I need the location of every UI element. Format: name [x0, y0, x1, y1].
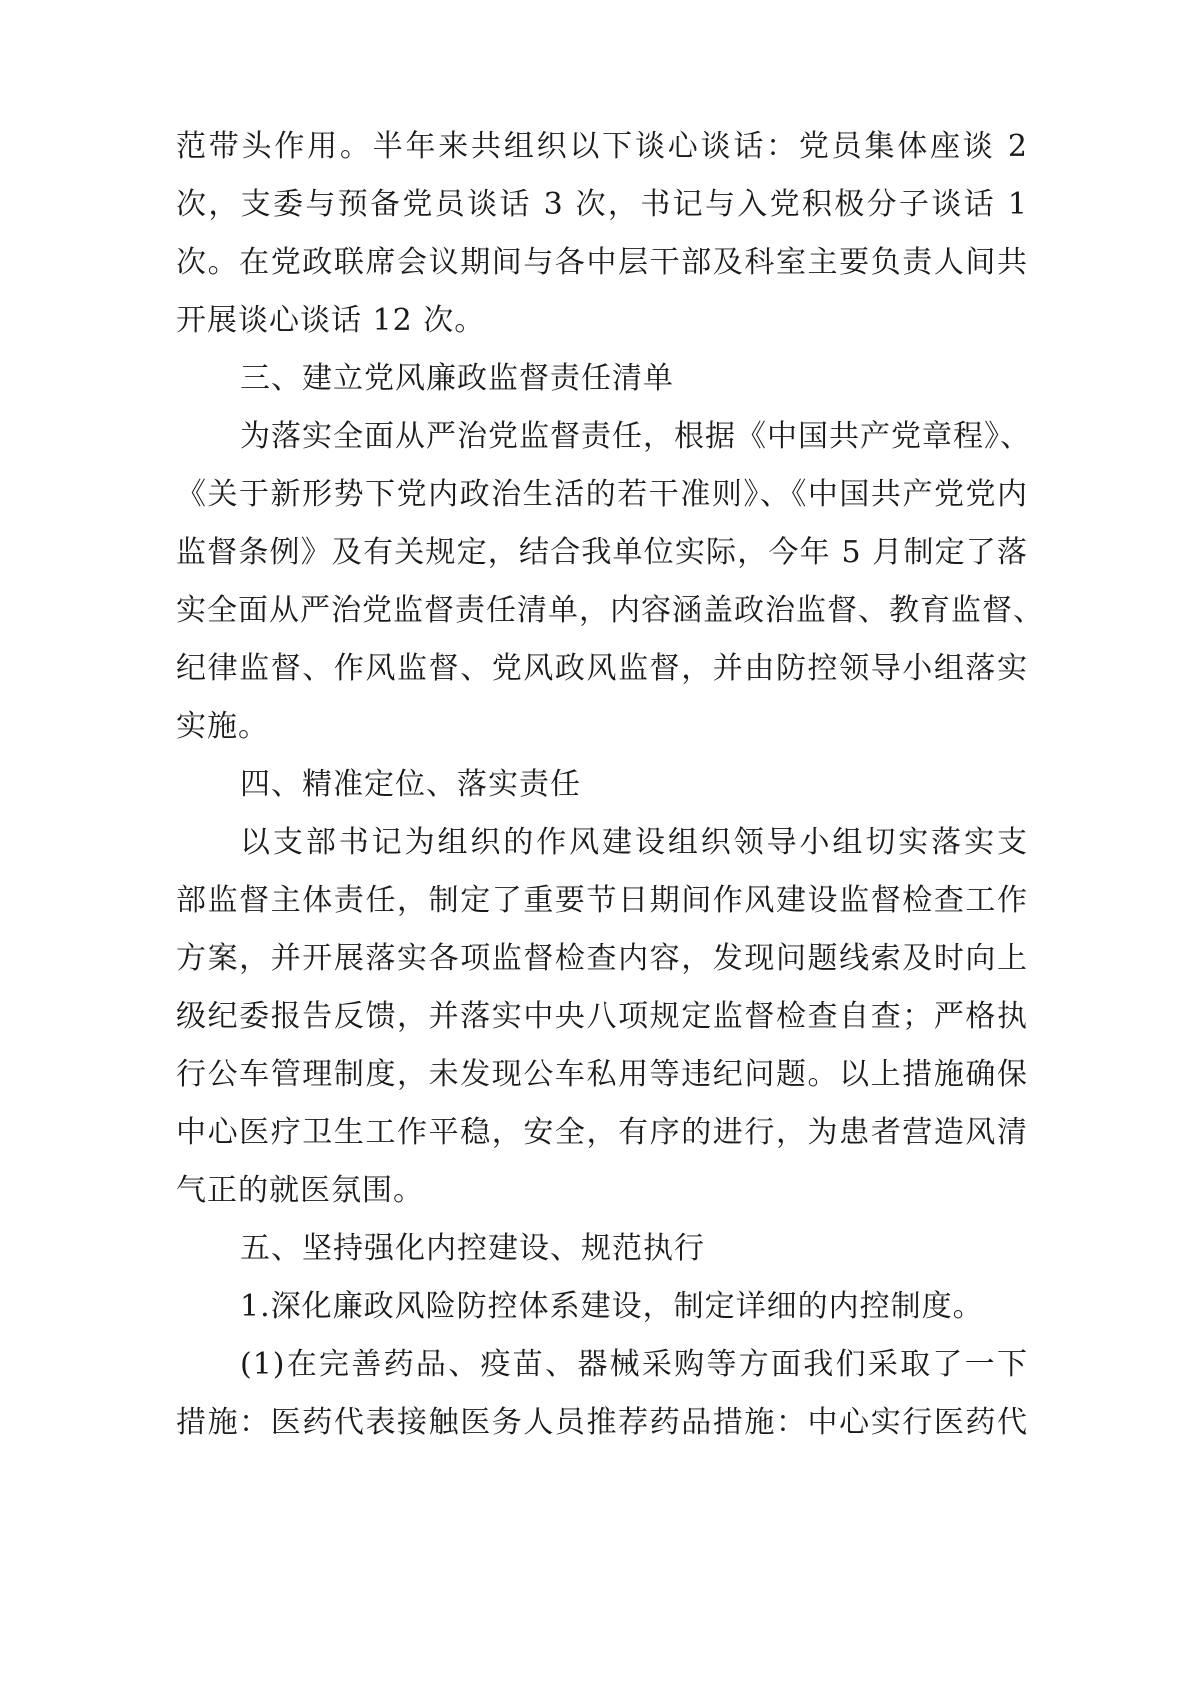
- text-line: 实全面从严治党监督责任清单，内容涵盖政治监督、教育监督、: [176, 593, 1044, 628]
- paragraph: [176, 118, 1028, 350]
- text-line: 实施。: [176, 709, 269, 744]
- text-line: 范带头作用。半年来共组织以下谈心谈话：党员集体座谈 2: [176, 129, 1028, 164]
- text-line: 气正的就医氛围。: [176, 1173, 424, 1208]
- section-heading: [176, 1220, 1028, 1278]
- text-line: 三、建立党风廉政监督责任清单: [240, 361, 674, 396]
- text-line: 开展谈心谈话 12 次。: [176, 303, 486, 338]
- section-heading: [176, 756, 1028, 814]
- paragraph: [176, 1278, 1028, 1336]
- text-line: 以支部书记为组织的作风建设组织领导小组切实落实支: [240, 825, 1028, 860]
- text-line: 《关于新形势下党内政治生活的若干准则》、《中国共产党党内: [176, 477, 1028, 512]
- text-line: 部监督主体责任，制定了重要节日期间作风建设监督检查工作: [176, 883, 1028, 918]
- section-heading: [176, 350, 1028, 408]
- text-line: 方案，并开展落实各项监督检查内容，发现问题线索及时向上: [176, 941, 1028, 976]
- text-line: 级纪委报告反馈，并落实中央八项规定监督检查自查；严格执: [176, 999, 1028, 1034]
- text-line: 措施：医药代表接触医务人员推荐药品措施：中心实行医药代: [176, 1405, 1028, 1440]
- text-line: 1.深化廉政风险防控体系建设，制定详细的内控制度。: [240, 1289, 984, 1324]
- document-page: [176, 118, 1044, 1452]
- text-line: 为落实全面从严治党监督责任，根据《中国共产党章程》、: [240, 419, 1031, 454]
- text-line: 次。在党政联席会议期间与各中层干部及科室主要负责人间共: [176, 245, 1028, 280]
- text-line: 监督条例》及有关规定，结合我单位实际，今年 5 月制定了落: [176, 535, 1028, 570]
- text-line: 五、坚持强化内控建设、规范执行: [240, 1231, 705, 1266]
- paragraph: [176, 408, 1044, 756]
- text-line: 次，支委与预备党员谈话 3 次，书记与入党积极分子谈话 1: [176, 187, 1028, 222]
- text-line: 纪律监督、作风监督、党风政风监督，并由防控领导小组落实: [176, 651, 1028, 686]
- text-line: 行公车管理制度，未发现公车私用等违纪问题。以上措施确保: [176, 1057, 1028, 1092]
- text-line: 中心医疗卫生工作平稳，安全，有序的进行，为患者营造风清: [176, 1115, 1028, 1150]
- paragraph: [176, 814, 1028, 1220]
- text-line: (1)在完善药品、疫苗、器械采购等方面我们采取了一下: [240, 1347, 1028, 1382]
- paragraph: [176, 1336, 1028, 1452]
- text-line: 四、精准定位、落实责任: [240, 767, 581, 802]
